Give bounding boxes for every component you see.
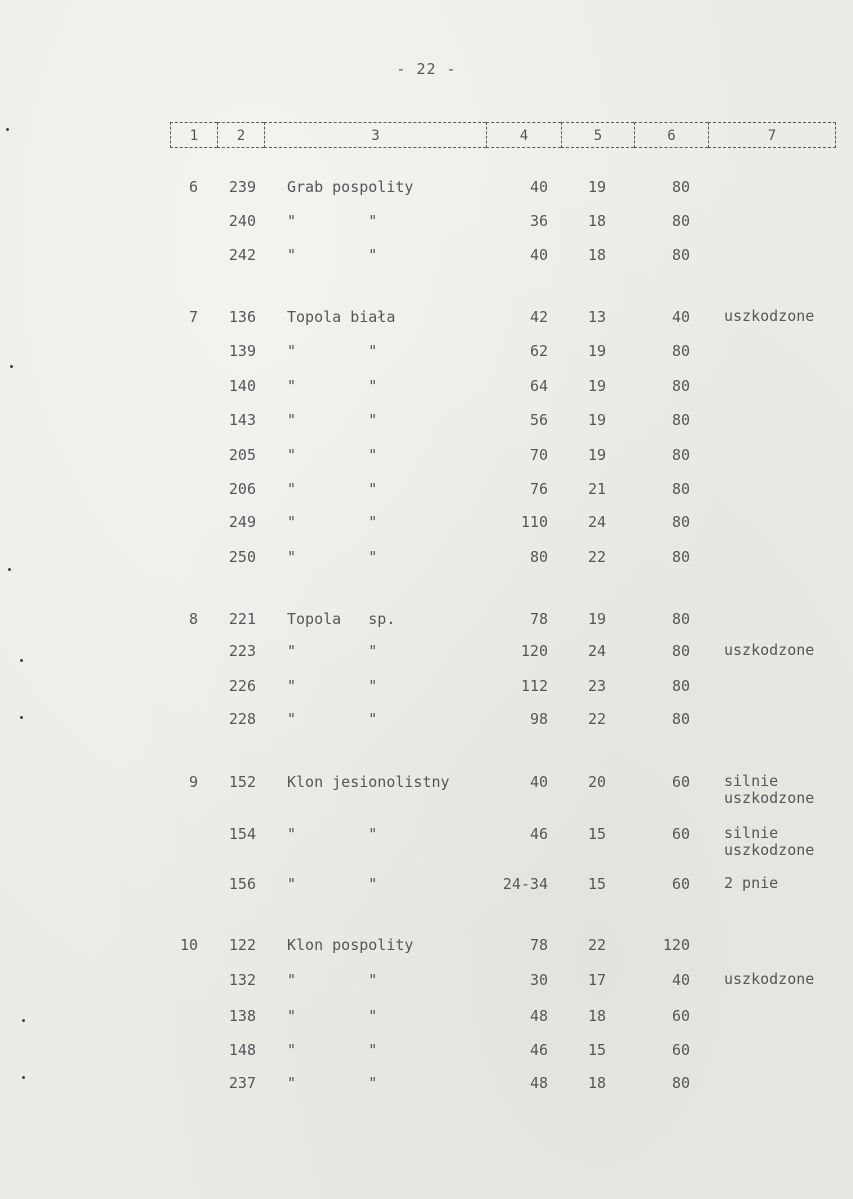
cell-species: Topola biała [287,308,396,326]
cell-c4: 40 [529,773,548,791]
cell-species: Klon jesionolistny [287,773,450,791]
cell-group: 8 [188,610,198,628]
margin-mark [8,568,11,571]
cell-c4: 62 [529,342,548,360]
cell-c4: 36 [529,212,548,230]
cell-id: 242 [228,246,256,264]
column-header-2: 2 [217,122,264,148]
cell-c5: 22 [587,936,606,954]
cell-c6: 60 [671,1041,690,1059]
cell-id: 237 [228,1074,256,1092]
cell-c5: 24 [587,642,606,660]
cell-species: Topola sp. [287,610,396,628]
cell-note: 2 pnie [724,874,779,892]
cell-id: 205 [228,446,256,464]
cell-group: 7 [188,308,198,326]
cell-c5: 17 [587,971,606,989]
cell-c6: 60 [671,1007,690,1025]
cell-c4: 56 [529,411,548,429]
cell-id: 138 [228,1007,256,1025]
cell-c5: 21 [587,480,606,498]
cell-c5: 22 [587,710,606,728]
cell-c5: 18 [587,1074,606,1092]
cell-c6: 60 [671,773,690,791]
table-header [0,122,853,152]
cell-species: " " [287,875,378,893]
cell-id: 136 [228,308,256,326]
cell-c5: 24 [587,513,606,531]
column-header-3: 3 [264,122,486,148]
cell-c6: 60 [671,875,690,893]
cell-id: 154 [228,825,256,843]
cell-species: " " [287,411,378,429]
cell-species: " " [287,825,378,843]
cell-note: silnie uszkodzone [724,824,815,859]
cell-c6: 80 [671,246,690,264]
cell-id: 240 [228,212,256,230]
cell-c5: 15 [587,875,606,893]
cell-species: " " [287,446,378,464]
cell-note: uszkodzone [724,307,815,325]
cell-c4: 24-34 [502,875,548,893]
cell-c5: 19 [587,411,606,429]
cell-c6: 40 [671,308,690,326]
cell-id: 221 [228,610,256,628]
page-number: - 22 - [396,60,457,78]
cell-id: 140 [228,377,256,395]
cell-c5: 13 [587,308,606,326]
cell-c6: 80 [671,677,690,695]
cell-species: " " [287,246,378,264]
margin-mark [22,1019,25,1022]
cell-id: 152 [228,773,256,791]
cell-c4: 76 [529,480,548,498]
cell-c4: 110 [520,513,548,531]
cell-species: " " [287,342,378,360]
cell-c4: 40 [529,178,548,196]
cell-species: " " [287,548,378,566]
cell-id: 122 [228,936,256,954]
cell-note: uszkodzone [724,641,815,659]
cell-species: " " [287,377,378,395]
margin-mark [10,365,13,368]
column-header-4: 4 [486,122,561,148]
cell-note: uszkodzone [724,970,815,988]
cell-id: 223 [228,642,256,660]
cell-c4: 78 [529,610,548,628]
cell-c5: 20 [587,773,606,791]
cell-c6: 80 [671,178,690,196]
cell-c6: 80 [671,377,690,395]
cell-species: " " [287,1041,378,1059]
cell-c4: 48 [529,1007,548,1025]
cell-c6: 80 [671,610,690,628]
cell-c4: 64 [529,377,548,395]
cell-species: " " [287,710,378,728]
margin-mark [6,128,9,131]
cell-species: " " [287,480,378,498]
cell-c5: 19 [587,342,606,360]
cell-c6: 80 [671,411,690,429]
cell-c4: 78 [529,936,548,954]
column-header-5: 5 [561,122,634,148]
cell-c4: 30 [529,971,548,989]
cell-group: 9 [188,773,198,791]
cell-id: 139 [228,342,256,360]
cell-c6: 80 [671,446,690,464]
cell-c5: 19 [587,377,606,395]
cell-species: " " [287,677,378,695]
margin-mark [20,659,23,662]
cell-c6: 80 [671,212,690,230]
cell-id: 143 [228,411,256,429]
cell-species: Klon pospolity [287,936,414,954]
cell-id: 148 [228,1041,256,1059]
cell-group: 10 [179,936,198,954]
cell-note: silnie uszkodzone [724,772,815,807]
cell-species: Grab pospolity [287,178,414,196]
cell-id: 249 [228,513,256,531]
cell-c5: 19 [587,610,606,628]
cell-c5: 19 [587,178,606,196]
cell-species: " " [287,642,378,660]
margin-mark [22,1076,25,1079]
cell-id: 226 [228,677,256,695]
cell-species: " " [287,1007,378,1025]
cell-c6: 40 [671,971,690,989]
cell-c5: 18 [587,212,606,230]
cell-c6: 80 [671,548,690,566]
cell-group: 6 [188,178,198,196]
cell-species: " " [287,212,378,230]
cell-c6: 80 [671,1074,690,1092]
cell-c5: 18 [587,246,606,264]
cell-species: " " [287,1074,378,1092]
cell-c6: 80 [671,710,690,728]
cell-c4: 46 [529,825,548,843]
cell-c5: 19 [587,446,606,464]
cell-c5: 23 [587,677,606,695]
cell-id: 250 [228,548,256,566]
cell-id: 228 [228,710,256,728]
cell-id: 206 [228,480,256,498]
cell-c5: 15 [587,825,606,843]
cell-c4: 80 [529,548,548,566]
cell-c6: 80 [671,480,690,498]
cell-species: " " [287,971,378,989]
cell-id: 132 [228,971,256,989]
column-header-1: 1 [170,122,217,148]
cell-c4: 120 [520,642,548,660]
cell-c5: 15 [587,1041,606,1059]
cell-c5: 18 [587,1007,606,1025]
cell-id: 239 [228,178,256,196]
cell-c4: 98 [529,710,548,728]
cell-species: " " [287,513,378,531]
cell-c5: 22 [587,548,606,566]
cell-c4: 46 [529,1041,548,1059]
cell-c6: 120 [662,936,690,954]
cell-c4: 48 [529,1074,548,1092]
cell-id: 156 [228,875,256,893]
cell-c4: 40 [529,246,548,264]
cell-c4: 70 [529,446,548,464]
margin-mark [20,716,23,719]
cell-c6: 80 [671,642,690,660]
cell-c4: 42 [529,308,548,326]
cell-c6: 60 [671,825,690,843]
cell-c6: 80 [671,513,690,531]
column-header-6: 6 [634,122,708,148]
column-header-7: 7 [708,122,836,148]
cell-c4: 112 [520,677,548,695]
cell-c6: 80 [671,342,690,360]
